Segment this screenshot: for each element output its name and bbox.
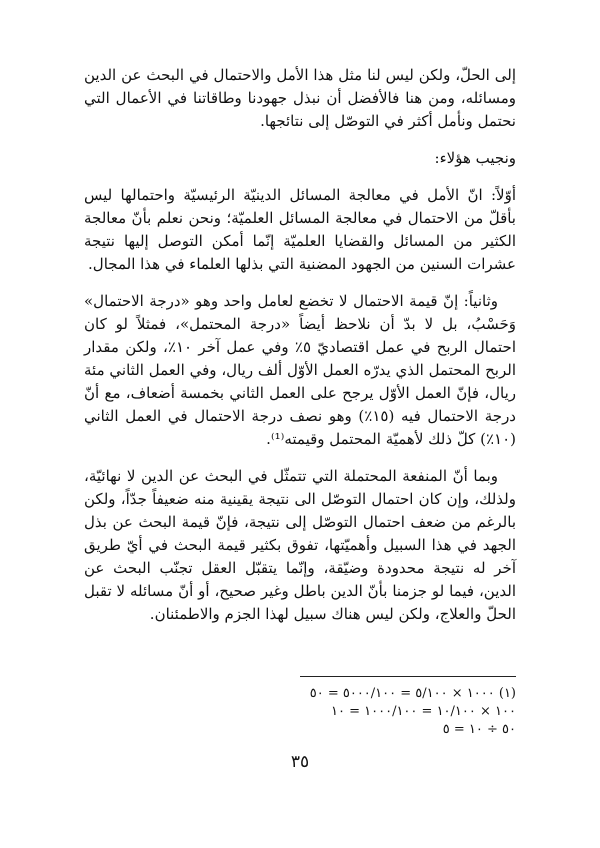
body-text: [84, 64, 516, 640]
paragraph-first-point: أوّلاً: انّ الأمل في معالجة المسائل الدينيّة الرئيسيّة واحتمالها ليس بأقلّ من الاحتمال في معالجة المسائل العلميّة؛ ونحن نعلم بأنّ معالجة الكثير من المسائل والقضايا العلميّة إنّما أمكن التوصل إليها نتيجة عشرات السنين من الجهود المضنية التي بذلها العلماء في هذا المجال.: [84, 186, 516, 273]
page-number: ٣٥: [290, 752, 310, 772]
paragraph-second-point: وثانياً: إنّ قيمة الاحتمال لا تخضع لعامل واحد وهو «درجة الاحتمال» وَحَسْبُ، بل لا بدّ أن نلاحظ أيضاً «درجة المحتمل»، فمثلاً لو كان احتمال الربح في عمل اقتصاديّ ٥٪ وفي عمل آخر ١٠٪، ولكن مقدار الربح المحتمل الذي يدرّه العمل الأوّل ألف ريال، وفي العمل الثاني مئة ريال، فإنّ العمل الأوّل يرجح على العمل الثاني بخمسة أضعاف، مع أنّ درجة الاحتمال فيه (١٥٪) وهو نصف درجة الاحتمال في العمل الثاني (١٠٪) كلّ ذلك لأهميّة المحتمل وقيمته⁽¹⁾.: [84, 292, 516, 448]
paragraph-conclusion: وبما أنّ المنفعة المحتملة التي تتمثّل في البحث عن الدين لا نهائيّة، ولذلك، وإن كان احتمال التوصّل الى نتيجة يقينية منه ضعيفاً جدّاً، ولكن بالرغم من ضعف احتمال التوصّل إلى نتيجة، فإنّ قيمة البحث عن بذل الجهد في هذا السبيل وأهميّتها، تفوق بكثير قيمة البحث في أيّ طريق آخر له نتيجة محدودة وضيّقة، وإنّما يتقبّل العقل تجنّب البحث عن الدين، فيما لو جزمنا بأنّ الدين باطل وغير صحيح، أو أنّ مسائله لا تقبل الحلّ والعلاج، ولكن ليس هناك سبيل لهذا الجزم والاطمئنان.: [84, 467, 516, 623]
paragraph-continuation: إلى الحلّ، ولكن ليس لنا مثل هذا الأمل والاحتمال في البحث عن الدين ومسائله، ومن هنا فالأفضل أن نبذل جهودنا وطاقاتنا في الأعمال التي نحتمل ونأمل أكثر في التوصّل إلى نتائجها.: [84, 66, 516, 130]
footnote-line: (١) ١٠٠٠ × ٥/١٠٠ = ٥٠٠٠/١٠٠ = ٥٠: [309, 686, 516, 701]
footnotes: [300, 676, 516, 739]
footnote-line: ٥٠ ÷ ١٠ = ٥: [442, 722, 516, 737]
footnote-line: ١٠٠ × ١٠/١٠٠ = ١٠٠٠/١٠٠ = ١٠: [331, 704, 516, 719]
paragraph-reply-intro: ونجيب هؤلاء:: [434, 149, 516, 167]
